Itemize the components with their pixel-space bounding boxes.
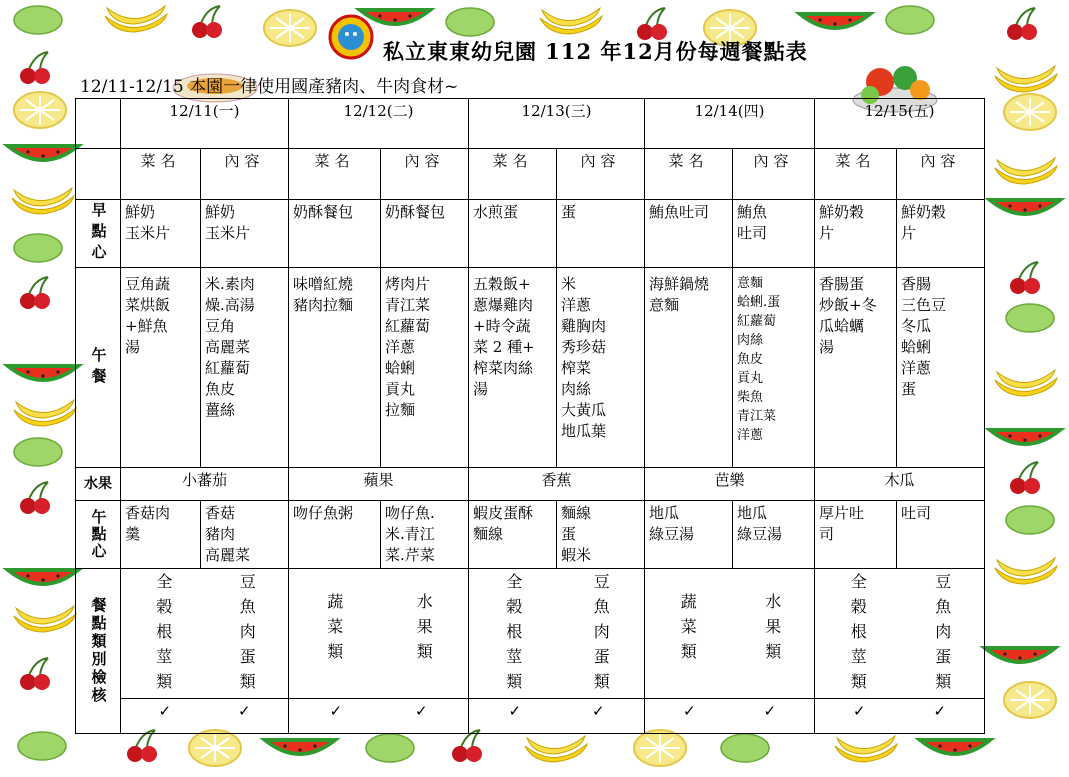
date-cell: 12/14(四) — [645, 99, 815, 149]
breakfast-dish: 水煎蛋 — [469, 200, 557, 268]
breakfast-dish: 奶酥餐包 — [289, 200, 381, 268]
watermelon-decoration — [800, 14, 870, 28]
breakfast-content: 鮮奶 玉米片 — [201, 200, 289, 268]
lunch-content: 香腸 三色豆 冬瓜 蛤蜊 洋蔥 蛋 — [897, 268, 985, 468]
cherry-decoration — [20, 658, 50, 690]
leaf-decoration — [14, 438, 62, 466]
cherry-decoration — [192, 6, 222, 38]
dish-header: 菜名 — [121, 149, 201, 200]
cherry-decoration — [20, 277, 50, 309]
lemon-decoration — [1004, 682, 1056, 718]
breakfast-content: 鮪魚 吐司 — [733, 200, 815, 268]
lunch-dish: 五穀飯+ 蔥爆雞肉 +時令蔬 菜 2 種+ 榨菜肉絲 湯 — [469, 268, 557, 468]
category-group — [289, 569, 469, 699]
check-cell: ✓ ✓ — [469, 699, 645, 734]
leaf-decoration — [366, 734, 414, 762]
dish-header: 菜名 — [645, 149, 733, 200]
snack-dish: 香菇肉 羹 — [121, 501, 201, 569]
breakfast-dish: 鮮奶 玉米片 — [121, 200, 201, 268]
snack-content: 吻仔魚. 米.青江 菜.芹菜 — [381, 501, 469, 569]
fruit-row — [76, 468, 985, 501]
category-group — [645, 569, 815, 699]
cherry-decoration — [1010, 262, 1040, 294]
meal-table — [75, 98, 985, 734]
content-header: 內容 — [381, 149, 469, 200]
fruit-cell: 木瓜 — [815, 468, 985, 501]
banana-decoration — [995, 66, 1057, 92]
lunch-content: 烤肉片 青江菜 紅蘿蔔 洋蔥 蛤蜊 貢丸 拉麵 — [381, 268, 469, 468]
week-note: 12/11-12/15 本園一律使用國產豬肉、牛肉食材~ — [80, 77, 459, 97]
check-cell: ✓ ✓ — [121, 699, 289, 734]
date-cell: 12/11(一) — [121, 99, 289, 149]
page-title: 私立東東幼兒園 112 年12月份每週餐點表 — [383, 39, 808, 64]
leaf-decoration — [18, 732, 66, 760]
lunch-dish: 豆角蔬 菜烘飯 +鮮魚 湯 — [121, 268, 201, 468]
snack-dish: 吻仔魚粥 — [289, 501, 381, 569]
lunch-dish: 香腸蛋 炒飯+冬 瓜蛤蠣 湯 — [815, 268, 897, 468]
lemon-decoration — [189, 730, 241, 766]
date-cell: 12/13(三) — [469, 99, 645, 149]
category-grain: 全榖根莖類 — [503, 573, 523, 698]
leaf-decoration — [1006, 304, 1054, 332]
category-row — [76, 569, 985, 699]
snack-row — [76, 501, 985, 569]
lunch-content: 米.素肉 燥.高湯 豆角 高麗菜 紅蘿蔔 魚皮 薑絲 — [201, 268, 289, 468]
watermelon-decoration — [920, 740, 990, 754]
leaf-decoration — [886, 6, 934, 34]
banana-decoration — [995, 370, 1057, 396]
lemon-decoration — [264, 10, 316, 46]
category-grain: 全榖根莖類 — [153, 573, 173, 698]
watermelon-decoration — [990, 200, 1060, 214]
snack-dish: 地瓜 綠豆湯 — [645, 501, 733, 569]
banana-decoration — [995, 158, 1057, 184]
cherry-decoration — [452, 730, 482, 762]
snack-content: 香菇 豬肉 高麗菜 — [201, 501, 289, 569]
cherry-decoration — [127, 730, 157, 762]
leaf-decoration — [14, 6, 62, 34]
category-vegetable: 蔬菜類 — [324, 593, 344, 668]
dish-header: 菜名 — [289, 149, 381, 200]
fruit-cell: 蘋果 — [289, 468, 469, 501]
school-logo — [328, 14, 374, 60]
cherry-decoration — [1007, 8, 1037, 40]
dish-header: 菜名 — [469, 149, 557, 200]
lemon-decoration — [14, 92, 66, 128]
breakfast-dish: 鮪魚吐司 — [645, 200, 733, 268]
watermelon-decoration — [8, 366, 78, 380]
banana-decoration — [525, 736, 587, 762]
category-fruit: 水果類 — [762, 593, 782, 668]
fruit-cell: 小蕃茄 — [121, 468, 289, 501]
breakfast-content: 鮮奶穀 片 — [897, 200, 985, 268]
category-protein: 豆魚肉蛋類 — [237, 573, 257, 698]
breakfast-label: 早點心 — [76, 200, 121, 268]
content-header: 內容 — [897, 149, 985, 200]
category-group — [469, 569, 645, 699]
banana-decoration — [540, 8, 602, 34]
leaf-decoration — [446, 8, 494, 36]
check-cell: ✓ ✓ — [815, 699, 985, 734]
breakfast-dish: 鮮奶穀 片 — [815, 200, 897, 268]
lemon-decoration — [1004, 94, 1056, 130]
breakfast-row — [76, 200, 985, 268]
column-header-row — [76, 149, 985, 200]
check-label: 餐點類別檢核 — [76, 569, 121, 734]
lunch-dish: 味噌紅燒 豬肉拉麵 — [289, 268, 381, 468]
lunch-content: 米 洋蔥 雞胸肉 秀珍菇 榨菜 肉絲 大黃瓜 地瓜葉 — [557, 268, 645, 468]
category-fruit: 水果類 — [414, 593, 434, 668]
date-row — [76, 99, 985, 149]
fruit-label: 水果 — [76, 468, 121, 501]
snack-content: 吐司 — [897, 501, 985, 569]
leaf-decoration — [1006, 506, 1054, 534]
check-cell: ✓ ✓ — [645, 699, 815, 734]
category-grain: 全榖根莖類 — [848, 573, 868, 698]
category-protein: 豆魚肉蛋類 — [932, 573, 952, 698]
watermelon-decoration — [8, 146, 78, 160]
watermelon-decoration — [8, 570, 78, 584]
cherry-decoration — [20, 482, 50, 514]
banana-decoration — [14, 606, 76, 632]
breakfast-content: 蛋 — [557, 200, 645, 268]
leaf-decoration — [721, 734, 769, 762]
dish-header: 菜名 — [815, 149, 897, 200]
snack-content: 麵線 蛋 蝦米 — [557, 501, 645, 569]
date-cell: 12/15(五) — [815, 99, 985, 149]
snack-dish: 厚片吐 司 — [815, 501, 897, 569]
category-group — [121, 569, 289, 699]
breakfast-content: 奶酥餐包 — [381, 200, 469, 268]
snack-label: 午點心 — [76, 501, 121, 569]
lunch-label: 午餐 — [76, 268, 121, 468]
category-protein: 豆魚肉蛋類 — [591, 573, 611, 698]
fruit-cell: 香蕉 — [469, 468, 645, 501]
lunch-dish: 海鮮鍋燒 意麵 — [645, 268, 733, 468]
check-cell: ✓ ✓ — [289, 699, 469, 734]
content-header: 內容 — [201, 149, 289, 200]
corner-cell — [76, 149, 121, 200]
check-row — [76, 699, 985, 734]
banana-decoration — [14, 400, 76, 426]
leaf-decoration — [14, 234, 62, 262]
corner-cell — [76, 99, 121, 149]
cherry-decoration — [1010, 462, 1040, 494]
watermelon-decoration — [990, 430, 1060, 444]
watermelon-decoration — [265, 740, 335, 754]
content-header: 內容 — [733, 149, 815, 200]
date-cell: 12/12(二) — [289, 99, 469, 149]
category-group — [815, 569, 985, 699]
banana-decoration — [12, 188, 74, 214]
banana-decoration — [835, 736, 897, 762]
fruit-cell: 芭樂 — [645, 468, 815, 501]
banana-decoration — [995, 558, 1057, 584]
content-header: 內容 — [557, 149, 645, 200]
lemon-decoration — [634, 730, 686, 766]
snack-content: 地瓜 綠豆湯 — [733, 501, 815, 569]
snack-dish: 蝦皮蛋酥 麵線 — [469, 501, 557, 569]
category-vegetable: 蔬菜類 — [678, 593, 698, 668]
watermelon-decoration — [985, 648, 1055, 662]
lunch-row — [76, 268, 985, 468]
banana-decoration — [105, 6, 167, 32]
cherry-decoration — [20, 52, 50, 84]
lunch-content: 意麵 蛤蜊.蛋 紅蘿蔔 肉絲 魚皮 貢丸 柴魚 青江菜 洋蔥 — [733, 268, 815, 468]
